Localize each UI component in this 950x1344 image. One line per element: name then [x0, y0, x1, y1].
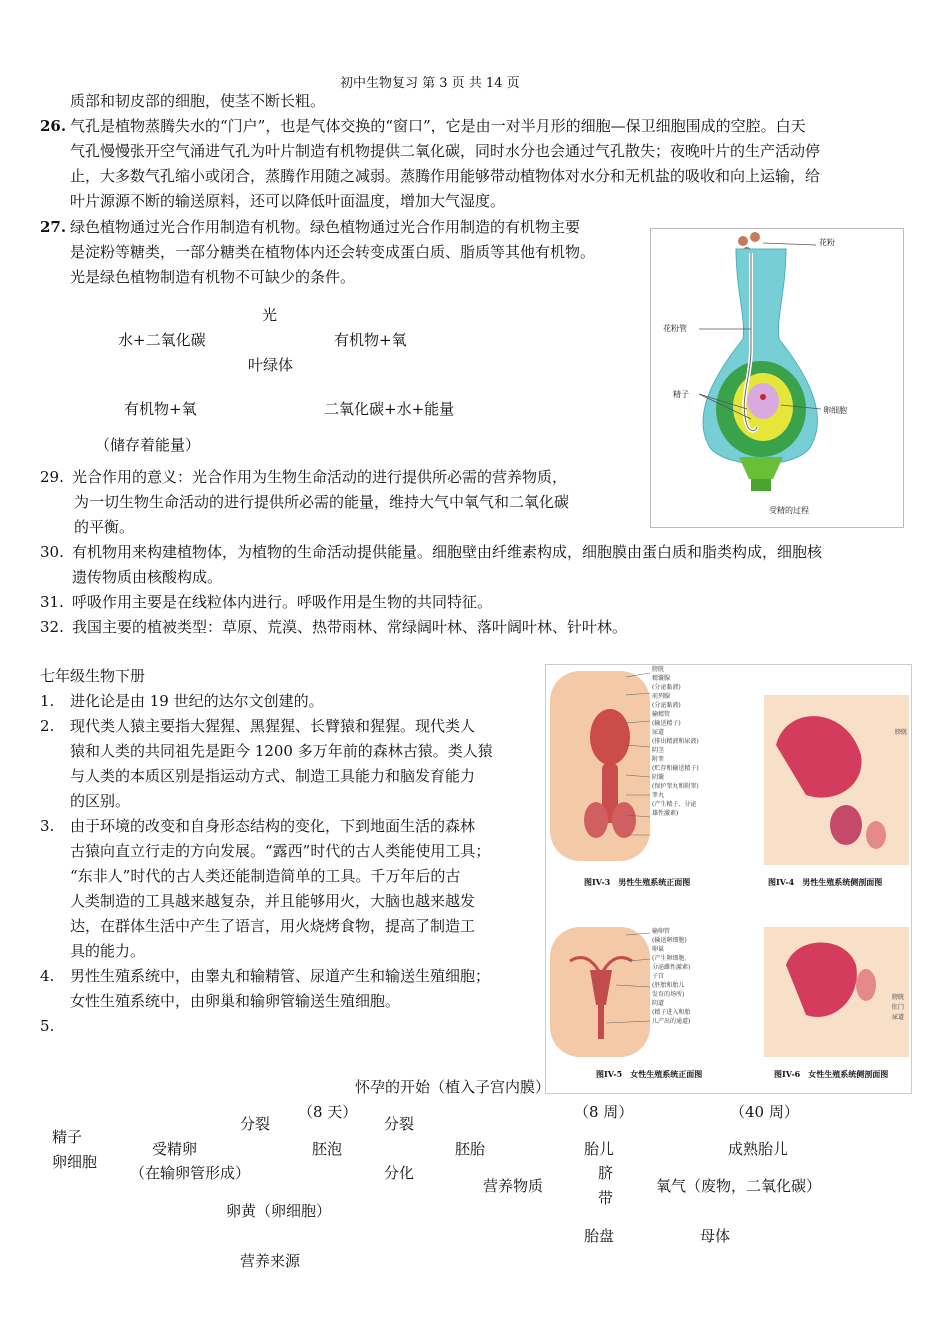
sperm-label: 精子	[673, 390, 689, 399]
duration-8-days: （8 天）	[298, 1103, 358, 1121]
flow-mature-fetus: 成熟胎儿	[728, 1140, 789, 1158]
stored-energy-note: （储存着能量）	[95, 436, 201, 454]
grade7-title: 七年级生物下册	[40, 667, 146, 685]
flow-zygote-note: （在输卵管形成）	[130, 1164, 251, 1182]
g7-item-5-number: 5.	[40, 1017, 55, 1035]
g7-item-3-number: 3.	[40, 817, 55, 835]
item-26-line-3: 止，大多数气孔缩小或闭合，蒸腾作用随之减弱。蒸腾作用能够带动植物体对水分和无机盐的吸收和向上运输，给	[70, 167, 821, 185]
embryo-sac	[747, 383, 779, 419]
g7-item-3-line-1: 由于环境的改变和自身形态结构的变化，下到地面生活的森林	[70, 817, 476, 835]
reproductive-system-figure	[545, 664, 912, 1094]
flow-blastocyst: 胚泡	[312, 1140, 343, 1158]
flow-embryo: 胚胎	[455, 1140, 486, 1158]
g7-item-2-line-2: 猿和人类的共同祖先是距今 1200 多万年前的森林古猿。类人猿	[70, 742, 493, 760]
item-26-line-1: 气孔是植物蒸腾失水的“门户”，也是气体交换的“窗口”，它是由一对半月形的细胞—保卫细胞围成的空腔。白天	[70, 117, 806, 135]
g7-item-4-line-1: 男性生殖系统中，由睾丸和输精管、尿道产生和输送生殖细胞；	[70, 967, 491, 985]
fertilization-figure	[650, 228, 904, 528]
male-front-labels: 膀胱 精囊腺 (分泌黏液) 前列腺 (分泌黏液) 输精管 (输送精子) 尿道 (排出精液和尿液) 阴茎 附睾 (贮存和输送精子) 阴囊 (保护睾丸和附睾) 睾丸 (产生精子、分泌 雄性激素)	[652, 666, 699, 817]
pollen-label: 花粉	[819, 238, 835, 247]
equation-light: 光	[262, 306, 278, 324]
flow-oxygen-waste: 氧气（废物，二氧化碳）	[656, 1177, 822, 1195]
item-31-text: 呼吸作用主要是在线粒体内进行。呼吸作用是生物的共同特征。	[72, 593, 493, 611]
item-30-line-2: 遗传物质由核酸构成。	[72, 568, 223, 586]
flow-placenta: 胎盘	[584, 1227, 615, 1245]
g7-item-1-number: 1.	[40, 692, 55, 710]
flow-fetus: 胎儿	[584, 1140, 615, 1158]
g7-item-1-line-1: 进化论是由 19 世纪的达尔文创建的。	[70, 692, 324, 710]
g7-item-3-line-4: 人类制造的工具越来越复杂，并且能够用火，大脑也越来越发	[70, 892, 476, 910]
g7-item-2-number: 2.	[40, 717, 55, 735]
item-29-number: 29.	[40, 468, 64, 486]
pregnancy-start: 怀孕的开始（植入子宫内膜）	[355, 1078, 551, 1096]
flow-cord: 带	[598, 1189, 614, 1207]
equation-reactants: 水+二氧化碳	[118, 331, 206, 349]
male-side-label: 膀胱	[895, 729, 908, 736]
figure-iv6-caption: 图IV-6 女性生殖系统侧剖面图	[774, 1069, 889, 1079]
item-30-number: 30.	[40, 543, 64, 561]
equation-chloroplast: 叶绿体	[248, 356, 294, 374]
flow-split-2: 分裂	[384, 1115, 415, 1133]
flow-sperm: 精子	[52, 1128, 83, 1146]
respiration-reactants: 有机物+氧	[124, 400, 197, 418]
pollen-grain	[738, 236, 748, 246]
item-29-line-3: 的平衡。	[74, 518, 135, 536]
g7-item-2-line-3: 与人类的本质区别是指运动方式、制造工具能力和脑发育能力	[70, 767, 476, 785]
item-26-line-2: 气孔慢慢张开空气涌进气孔为叶片制造有机物提供二氧化碳，同时水分也会通过气孔散失；夜晚叶片的生产活动停	[70, 142, 821, 160]
receptacle	[739, 457, 783, 479]
item-27-line-3: 光是绿色植物制造有机物不可缺少的条件。	[70, 268, 356, 286]
figure-iv3-caption: 图IV-3 男性生殖系统正面图	[584, 877, 691, 887]
figure-iv4-caption: 图IV-4 男性生殖系统侧剖面图	[768, 877, 883, 887]
g7-item-3-line-2: 古猿向直立行走的方向发展。“露西”时代的古人类能使用工具；	[70, 842, 491, 860]
egg-label: 卵细胞	[823, 406, 847, 415]
item-27-number: 27.	[40, 218, 67, 236]
male-bladder	[590, 709, 630, 765]
item-30-line-1: 有机物用来构建植物体，为植物的生命活动提供能量。细胞壁由纤维素构成，细胞膜由蛋白质和脂类构成，细胞核	[72, 543, 823, 561]
flow-nutrients: 营养物质	[483, 1177, 544, 1195]
duration-40-weeks: （40 周）	[730, 1103, 799, 1121]
equation-products: 有机物+氧	[334, 331, 407, 349]
female-side-labels: 膀胱 肛门 尿道	[892, 994, 905, 1021]
g7-item-3-line-6: 具的能力。	[70, 942, 146, 960]
egg-nucleus	[760, 394, 766, 400]
g7-item-4-number: 4.	[40, 967, 55, 985]
female-front-labels: 输卵管 (输送卵细胞) 卵巢 (产生卵细胞、 分泌雌性激素) 子宫 (胚胎和胎儿 发育的场所) 阴道 (精子进入和胎 儿产出的通道)	[652, 928, 691, 1025]
duration-8-weeks: （8 周）	[574, 1103, 634, 1121]
flow-nutrient-source: 营养来源	[240, 1252, 301, 1270]
item-32-number: 32.	[40, 618, 64, 636]
pollen-grain	[750, 232, 760, 242]
continuation-line: 质部和韧皮部的细胞，使茎不断长粗。	[70, 92, 326, 110]
item-29-line-1: 光合作用的意义：光合作用为生物生命活动的进行提供所必需的营养物质，	[72, 468, 568, 486]
g7-item-2-line-1: 现代类人猿主要指大猩猩、黑猩猩、长臂猿和猩猩。现代类人	[70, 717, 476, 735]
flow-zygote: 受精卵	[152, 1140, 198, 1158]
fertilization-diagram	[651, 229, 903, 527]
g7-item-3-line-5: 达，在群体生活中产生了语言，用火烧烤食物，提高了制造工	[70, 917, 476, 935]
flow-mother: 母体	[700, 1227, 731, 1245]
item-26-number: 26.	[40, 117, 67, 135]
flow-egg: 卵细胞	[52, 1153, 98, 1171]
g7-item-2-line-4: 的区别。	[70, 792, 131, 810]
flow-yolk: 卵黄（卵细胞）	[226, 1202, 332, 1220]
page-header: 初中生物复习 第 3 页 共 14 页	[340, 76, 520, 91]
g7-item-3-line-3: “东非人”时代的古人类还能制造简单的工具。千万年后的古	[70, 867, 461, 885]
pollen-tube-label: 花粉管	[663, 324, 687, 333]
g7-item-4-line-2: 女性生殖系统中，由卵巢和输卵管输送生殖细胞。	[70, 992, 401, 1010]
item-26-line-4: 叶片源源不断的输送原料，还可以降低叶面温度，增加大气湿度。	[70, 192, 506, 210]
item-32-text: 我国主要的植被类型：草原、荒漠、热带雨林、常绿阔叶林、落叶阔叶林、针叶林。	[72, 618, 628, 636]
respiration-products: 二氧化碳+水+能量	[324, 400, 455, 418]
item-29-line-2: 为一切生物生命活动的进行提供所必需的能量，维持大气中氧气和二氧化碳	[74, 493, 570, 511]
flow-umbilical: 脐	[598, 1164, 614, 1182]
item-31-number: 31.	[40, 593, 64, 611]
flow-split-1: 分裂	[240, 1115, 271, 1133]
item-27-line-2: 是淀粉等糖类，一部分糖类在植物体内还会转变成蛋白质、脂质等其他有机物。	[70, 243, 596, 261]
figure-iv5-caption: 图IV-5 女性生殖系统正面图	[596, 1069, 703, 1079]
fertilization-caption: 受精的过程	[769, 506, 809, 515]
flow-differentiate: 分化	[384, 1164, 415, 1182]
item-27-line-1: 绿色植物通过光合作用制造有机物。绿色植物通过光合作用制造的有机物主要	[70, 218, 581, 236]
